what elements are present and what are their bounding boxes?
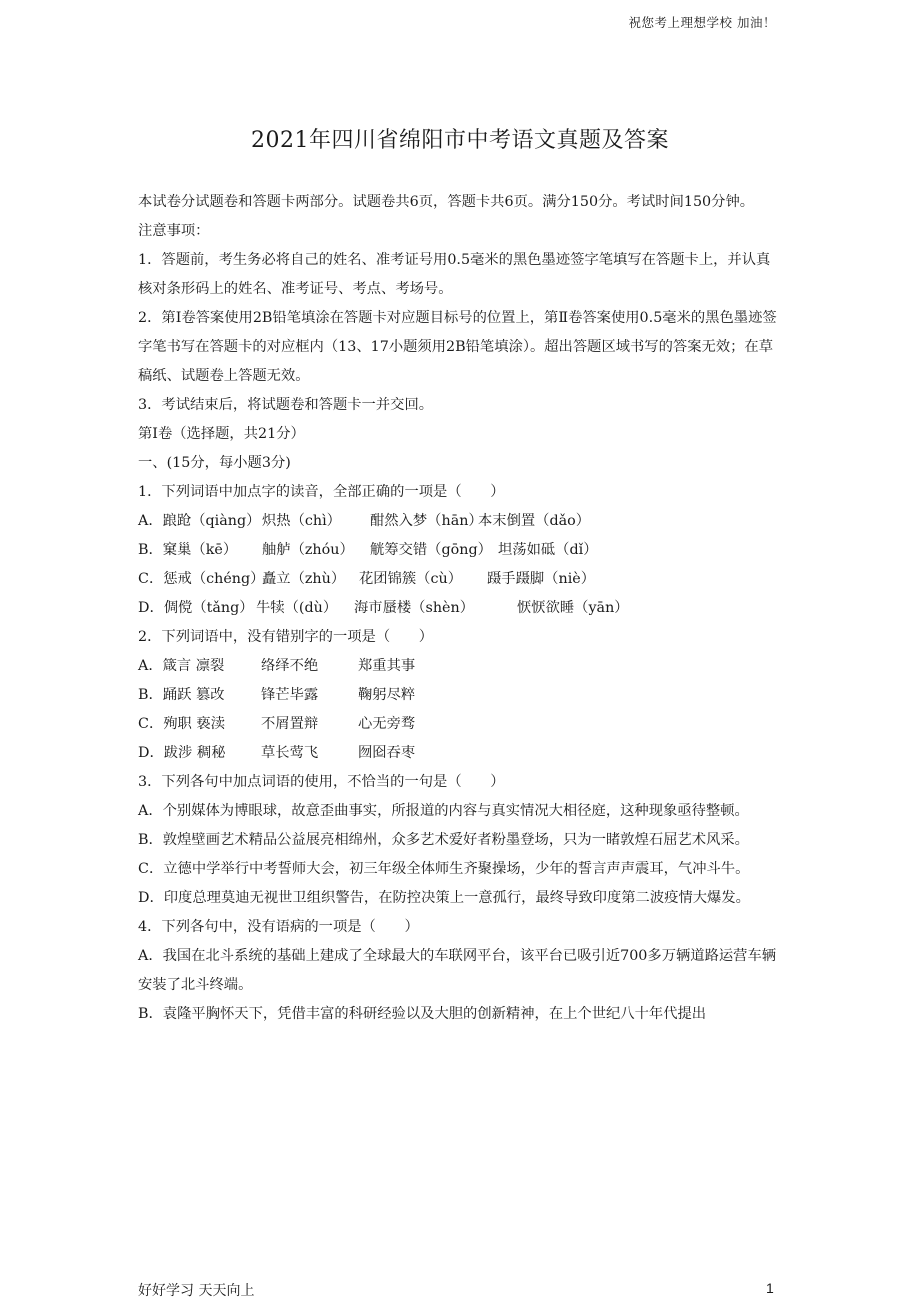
option-term: D．倜傥（tǎng） (138, 600, 254, 616)
option-term: B．窠巢（kē） (138, 542, 238, 558)
question-2-option-c (138, 710, 784, 739)
option-term: 本末倒置（dǎo） (478, 513, 591, 529)
notice-item-3: 3．考试结束后，将试题卷和答题卡一并交回。 (138, 397, 434, 413)
question-2-option-a (138, 652, 784, 681)
notice-item-2: 2．第Ⅰ卷答案使用2B铅笔填涂在答题卡对应题目标号的位置上，第Ⅱ卷答案使用0.5毫米的黑色墨迹签字笔书写在答题卡的对应框内（13、17小题须用2B铅笔填涂）。超出答题区域书写的答案无效；在草稿纸、试题卷上答题无效。 (138, 310, 777, 384)
question-2-option-b (138, 681, 784, 710)
question-3-stem: 3．下列各句中加点词语的使用，不恰当的一句是（ ） (138, 774, 505, 790)
option-term: C．惩戒（chéng） (138, 571, 265, 587)
question-1-option-d (138, 594, 784, 623)
question-3-option-b: B．敦煌壁画艺术精品公益展亮相绵州，众多艺术爱好者粉墨登场，只为一睹敦煌石屈艺术风采。 (138, 832, 749, 848)
option-term: A．踉跄（qiàng） (138, 513, 261, 529)
question-2-option-d (138, 739, 784, 768)
section-sub-heading: 一、(15分，每小题3分) (138, 455, 291, 471)
question-4-option-a: A．我国在北斗系统的基础上建成了全球最大的车联网平台，该平台已吸引近700多万辆道路运营车辆安装了北斗终端。 (138, 948, 777, 993)
option-term: 草长莺飞 (261, 745, 319, 761)
option-term: 牛犊（(dù） (256, 600, 338, 616)
option-term: 坦荡如砥（dǐ） (498, 542, 598, 558)
document-title: 2021年四川省绵阳市中考语文真题及答案 (251, 128, 669, 153)
option-term: 鞠躬尽粹 (358, 687, 416, 703)
question-4-option-b: B．袁隆平胸怀天下，凭借丰富的科研经验以及大胆的创新精神，在上个世纪八十年代提出 (138, 1006, 707, 1022)
notice-heading: 注意事项： (138, 223, 210, 239)
option-term: 囫囵吞枣 (358, 745, 416, 761)
question-3-option-d: D．印度总理莫迪无视世卫组织警告，在防控决策上一意孤行，最终导致印度第二波疫情大爆发。 (138, 890, 750, 906)
document-body (138, 188, 784, 1029)
option-term: 觥筹交错（gōng） (370, 542, 492, 558)
header-slogan: 祝您考上理想学校 加油！ (628, 15, 776, 30)
option-term: A．箴言 凛裂 (138, 658, 225, 674)
page-number: 1 (766, 1280, 774, 1296)
question-2-stem: 2．下列词语中，没有错别字的一项是（ ） (138, 629, 434, 645)
option-term: 矗立（zhù） (262, 571, 346, 587)
footer-motto: 好好学习 天天向上 (138, 1283, 255, 1299)
option-term: 不屑置辩 (261, 716, 319, 732)
question-1-option-c (138, 565, 784, 594)
option-term: 络绎不绝 (261, 658, 319, 674)
question-3-option-a: A．个别媒体为博眼球，故意歪曲事实，所报道的内容与真实情况大相径庭，这种现象亟待整顿。 (138, 803, 749, 819)
option-term: B．踊跃 篡改 (138, 687, 225, 703)
option-term: 舳舻（zhóu） (262, 542, 354, 558)
option-term: 蹑手蹑脚（niè） (487, 571, 596, 587)
option-term: 锋芒毕露 (261, 687, 319, 703)
option-term: 酣然入梦（hān） (370, 513, 483, 529)
option-term: 炽热（chì） (262, 513, 341, 529)
section-part-heading: 第Ⅰ卷（选择题，共21分） (138, 426, 305, 442)
question-3-option-c: C．立德中学举行中考誓师大会，初三年级全体师生齐聚操场，少年的誓言声声震耳，气冲斗牛。 (138, 861, 750, 877)
notice-item-1: 1．答题前，考生务必将自己的姓名、准考证号用0.5毫米的黑色墨迹签字笔填写在答题卡上，并认真核对条形码上的姓名、准考证号、考点、考场号。 (138, 252, 771, 297)
intro-paragraph: 本试卷分试题卷和答题卡两部分。试题卷共6页，答题卡共6页。满分150分。考试时间150分钟。 (138, 194, 755, 210)
option-term: C．殉职 亵渎 (138, 716, 225, 732)
question-1-option-b (138, 536, 784, 565)
option-term: 海市蜃楼（shèn） (354, 600, 474, 616)
option-term: 心无旁骛 (358, 716, 416, 732)
option-term: 花团锦簇（cù） (359, 571, 462, 587)
question-4-stem: 4．下列各句中，没有语病的一项是（ ） (138, 919, 419, 935)
option-term: 恹恹欲睡（yān） (517, 600, 629, 616)
question-1-stem: 1．下列词语中加点字的读音，全部正确的一项是（ ） (138, 484, 505, 500)
option-term: D．跋涉 稠秘 (138, 745, 226, 761)
question-1-option-a (138, 507, 784, 536)
option-term: 郑重其事 (358, 658, 416, 674)
